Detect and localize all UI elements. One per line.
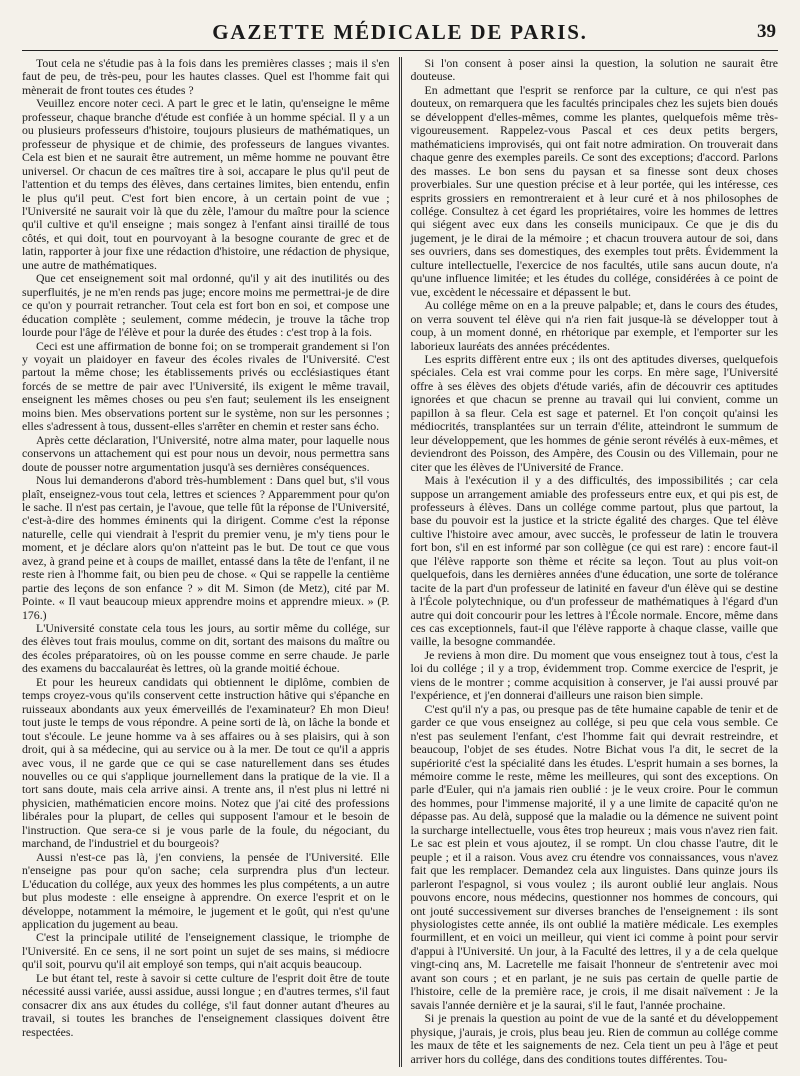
paragraph: Au collége même on en a la preuve palpable; et, dans le cours des études, on verra souvent tel élève qui n'a rien fait jusque-là se développer tout à coup, à un moment donné, en rhétorique par exemple, et l'emporter sur les laborieux lauréats des années précédentes.: [410, 298, 778, 353]
page-number: 39: [757, 21, 776, 42]
header-rule: [22, 50, 778, 51]
paragraph: Mais à l'exécution il y a des difficultés, des impossibilités ; car cela suppose un arrangement amiable des professeurs entre eux, et qui pis est, de professeurs à élèves. Dans un collége comme partout, plus que partout, la base du pouvoir est la justice et la stricte égalité des charges. Que tel élève cultive l'histoire avec amour, avec succès, le professeur de latin le trouvera fort bon, s'il en est informé par son collègue (ce qui est rare) : encore faut-il que l'élève rapporte son thème et récite sa leçon. Tout au plus voit-on quelquefois, dans les dernières années d'une éducation, une sorte de tolérance tacite de la part d'un professeur de latinité en faveur d'un élève qui se destine à l'École polytechnique, ou d'un professeur de mathématiques à l'égard d'un autre qui doit concourir pour les lettres à l'École normale. Encore, même dans ces cas exceptionnels, faut-il que l'élève rapporte à chaque classe, vaille que vaille, la besogne commandée.: [410, 473, 778, 649]
paragraph: Et pour les heureux candidats qui obtiennent le diplôme, combien de temps croyez-vous qu'ils conservent cette instruction hâtive qui s'épanche en ruisseaux abondants aux yeux émerveillés de l'examinateur? Eh mon Dieu! tout juste le temps de vous répondre. A peine sorti de là, on lâche la bonde et tout s'écoule. Le jeune homme va à ses affaires ou à ses plaisirs, qui à son droit, qui à sa médecine, qui au service ou à la mer. De tout ce qu'il a appris avec vous, il ne garde que ce qui se case naturellement dans ses études nouvelles ou ce qui s'applique journellement dans la pratique de la vie. Il a tort sans doute, mais cela arrive ainsi. A trente ans, il n'est plus ni lettré ni physicien, mathématicien encore moins. Notez que j'ai cité des professions libérales pour la plupart, de celles qui supposent l'amour et le besoin de l'instruction. Que sera-ce si je vous parle de la foule, du négociant, du marchand, de l'industriel et du bourgeois?: [22, 674, 390, 851]
paragraph: C'est la principale utilité de l'enseignement classique, le triomphe de l'Université. En ce sens, il ne sort point un sujet de ses mains, si médiocre qu'il soit, pourvu qu'il ait employé son temps, qui n'ait acquis beaucoup.: [22, 930, 390, 972]
paragraph: Après cette déclaration, l'Université, notre alma mater, pour laquelle nous conservons un attachement qui est pour nous un devoir, nous permettra sans doute de pousser notre argumentation jusqu'à ses dernières conséquences.: [22, 432, 390, 474]
paragraph: L'Université constate cela tous les jours, au sortir même du collége, sur des élèves tout frais moulus, comme on dit, sortant des maisons du maître ou des écoles préparatoires, où on les pousse comme en serre chaude. Je parle des examens du baccalauréat ès lettres, où la grande moitié échoue.: [22, 621, 390, 676]
paragraph: C'est qu'il n'y a pas, ou presque pas de tête humaine capable de tenir et de garder ce que vous enseignez au collége, si peu que cela vous semble. Ce n'est pas seulement l'enfant, c'est l'homme fait qui devrait restreindre, et beaucoup, l'objet de ses études. Notre Bichat vous l'a dit, le secret de la supériorité c'est la spécialité dans les études. L'esprit humain a ses bornes, la mémoire comme le reste, même les meilleures, qui sont des exceptions. On parle d'Euler, qui n'a jamais rien oublié : je le veux croire. Pour le commun des hommes, pour l'immense majorité, il y a une limite de capacité qu'on ne dépasse pas. Au delà, supposé que la maladie ou la démence ne suivent point la surcharge intellectuelle, vous êtes trop heureux ; mais vous n'avez rien fait. Le sac est plein et vous ajoutez, il se rompt. Un clou chasse l'autre, dit le peuple ; et il a raison. Vous avez cru étendre vos connaissances, vous n'avez fait que les remplacer. Demandez cela aux linguistes. Dans quinze jours ils parleront l'espagnol, si vous voulez ; ils auront oublié leur anglais. Nous pouvons encore, nous médecins, questionner nos hommes de concours, qui ont jouté successivement sur diverses branches de l'enseignement : ils sont physiologistes cette année, ils ont oublié la matière médicale. Les exemples fourmillent, et en voici un meilleur, qui vient ici comme à point pour servir d'appui à l'Université. Un jour, à la Faculté des lettres, il y a de cela quelque vingt-cinq ans, M. Lacretelle me faisait l'honneur de s'entretenir avec moi avant son cours ; et en parlant, je ne suis pas certain de quelle partie de l'histoire, celle de la première race, je crois, il me disait naïvement : Je la savais l'année dernière et je la saurai, s'il le faut, l'année prochaine.: [410, 701, 778, 1012]
paragraph: Ceci est une affirmation de bonne foi; on se tromperait grandement si l'on y voyait un plaidoyer en faveur des écoles rivales de l'Université. C'est partout la même chose; les établissements privés ou ecclésiastiques étant forcés de se mettre de pair avec l'Université, ils exigent le même travail, enseignent les mêmes choses ou peu s'en faut; seulement ils les enseignent moins bien. Mes observations portent sur le système, non sur les personnes ; elles s'adressent à tous, dussent-elles s'arrêter en chemin et rester sans écho.: [22, 338, 390, 434]
left-column: [22, 57, 399, 1067]
paragraph: Veuillez encore noter ceci. A part le grec et le latin, qu'enseigne le même professeur, chaque branche d'étude est confiée à un homme spécial. Il y a un ou plusieurs professeurs d'histoire, toujours plusieurs de mathématiques, un professeur de physique et de chimie, des professeurs de langues vivantes. Cela est bien et ne saurait être autrement, un même homme ne pouvant être universel. Or chacun de ces maîtres tire à soi, accapare le plus qu'il peut de l'attention et du temps des élèves, dans certaines limites, bien entendu, enfin le plus qu'il peut. C'est fort bien encore, à un certain point de vue ; l'Université ne saurait voir là que du zèle, l'amour du maître pour la science qu'il cultive et qu'il enseigne ; mais songez à l'enfant ainsi tiraillé de tous côtés, et qui doit, tout en pourvoyant à la besogne courante de grec et de latin, rapporter à jour fixe une rédaction d'histoire, une rédaction de physique, une autre de mathématiques.: [22, 96, 390, 272]
page-header: [22, 18, 778, 46]
paragraph: Nous lui demanderons d'abord très-humblement : Dans quel but, s'il vous plaît, enseignez-vous tout cela, lettres et sciences ? Apparemment pour qu'on le sache. Il n'est pas certain, je l'avoue, que telle fût la réponse de l'Université, c'est-à-dire des hommes éminents qui la dirigent. Comme c'est la réponse naturelle, celle qui viendrait à l'esprit du premier venu, je m'y tiens pour le moment, et je déclare alors qu'on n'atteint pas le but. De tout ce que vous avez, à grand peine et à coups de maillet, entassé dans la tête de l'enfant, il ne reste rien à l'homme fait, ou bien peu de chose. « Qui se rappelle la centième partie des leçons de son enfance ? » dit M. Simon (de Metz), cité par M. Pointe. « Il vaut beaucoup mieux apprendre moins et apprendre mieux. » (P. 176.): [22, 473, 390, 622]
paragraph: Si je prenais la question au point de vue de la santé et du développement physique, j'aurais, je crois, plus beau jeu. Rien de commun au collége comme les maux de tête et les saignements de nez. Cela tient un peu à l'âge et peut arriver hors du collége, dans des conditions toutes différentes. Tou-: [410, 1011, 778, 1066]
paragraph: Le but étant tel, reste à savoir si cette culture de l'esprit doit être de toute nécessité aussi variée, aussi assidue, aussi longue ; en d'autres termes, s'il faut consacrer dix ans aux études du collége, s'il faut donner autant d'heures au travail, si toutes les branches de l'enseignement classiques doivent être respectées.: [22, 970, 390, 1039]
paragraph: Les esprits diffèrent entre eux ; ils ont des aptitudes diverses, quelquefois spéciales. Cela est vrai comme pour les corps. En mère sage, l'Université offre à ses élèves des objets d'étude variés, afin de découvrir ces aptitudes ignorées et que chacun se prenne au travail qui lui convient, comme un papillon à sa fleur. Cela est sage et paternel. Et l'on conçoit qu'ainsi les médiocrités, transplantées sur un terrain d'élite, atteindront le summum de leur développement, que les hommes de génie seront révélés à eux-mêmes, et deviendront des Poisson, des Ampère, des Cousin ou des Villemain, pour ne citer que les élèves de l'Université de France.: [410, 351, 778, 474]
paragraph: Je reviens à mon dire. Du moment que vous enseignez tout à tous, c'est la loi du collége ; il y a trop, évidemment trop. Comme exercice de l'esprit, je viens de le montrer ; comme acquisition à conserver, je l'ai aussi prouvé par l'expérience, et j'en donnerai d'ailleurs une raison bien simple.: [410, 647, 778, 703]
paragraph: En admettant que l'esprit se renforce par la culture, ce qui n'est pas douteux, on remarquera que les facultés principales chez les sujets bien doués se développent d'elles-mêmes, comme les plantes, quelquefois même très-vigoureusement. Rappelez-vous Pascal et ces deux petits bergers, mathématiciens improvisés, qui ont fait notre admiration. On trouverait dans chaque genre des exemples pareils. Ce sont des exceptions; d'accord. Parlons des masses. Le bon sens du paysan et sa finesse sont deux choses proverbiales. Sur une question précise et à leur portée, qui les intéresse, ces esprits grossiers en remontreraient et à leur curé et à nos philosophes de collége. Consultez à cet égard les propriétaires, voire les hommes de lettres qui siégent avec eux dans les conseils municipaux. Ce que je dis du jugement, je le dirai de la mémoire ; et chacun trouvera autour de soi, dans ses ouvriers, dans ses domestiques, des exemples tout prêts. Évidemment la culture intellectuelle, l'exercice de nos facultés, utile sans aucun doute, n'a qu'une influence limitée; et les études du collége, considérées à ce point de vue, excèdent le nécessaire et dépassent le but.: [410, 82, 778, 299]
masthead-title: GAZETTE MÉDICALE DE PARIS.: [212, 20, 588, 44]
right-column: [402, 57, 779, 1067]
paragraph: Tout cela ne s'étudie pas à la fois dans les premières classes ; mais il s'en faut de peu, de très-peu, pour les hautes classes. Quel est l'homme fait qui mènerait de front toutes ces études ?: [22, 57, 390, 97]
text-columns: [22, 57, 778, 1067]
paragraph: Que cet enseignement soit mal ordonné, qu'il y ait des inutilités ou des superfluités, je ne m'en rends pas juge; encore moins me permettrai-je de dire ce qu'on y pourrait retrancher. Tout cela est fort bon en soi, et compose une éducation complète ; seulement, comme médecin, je trouve la tâche trop lourde pour l'âge de l'élève et pour la durée des études : c'est trop à la fois.: [22, 271, 390, 340]
paragraph: Aussi n'est-ce pas là, j'en conviens, la pensée de l'Université. Elle n'enseigne pas pour qu'on sache; cela surprendra plus d'un lecteur. L'éducation du collége, aux yeux des hommes les plus compétents, a un autre but plus modeste : elle enseigne à apprendre. On exerce l'esprit et on le développe, notamment la mémoire, le jugement et le goût, qui n'est qu'une application du jugement au beau.: [22, 849, 390, 931]
paragraph: Si l'on consent à poser ainsi la question, la solution ne saurait être douteuse.: [410, 57, 778, 84]
